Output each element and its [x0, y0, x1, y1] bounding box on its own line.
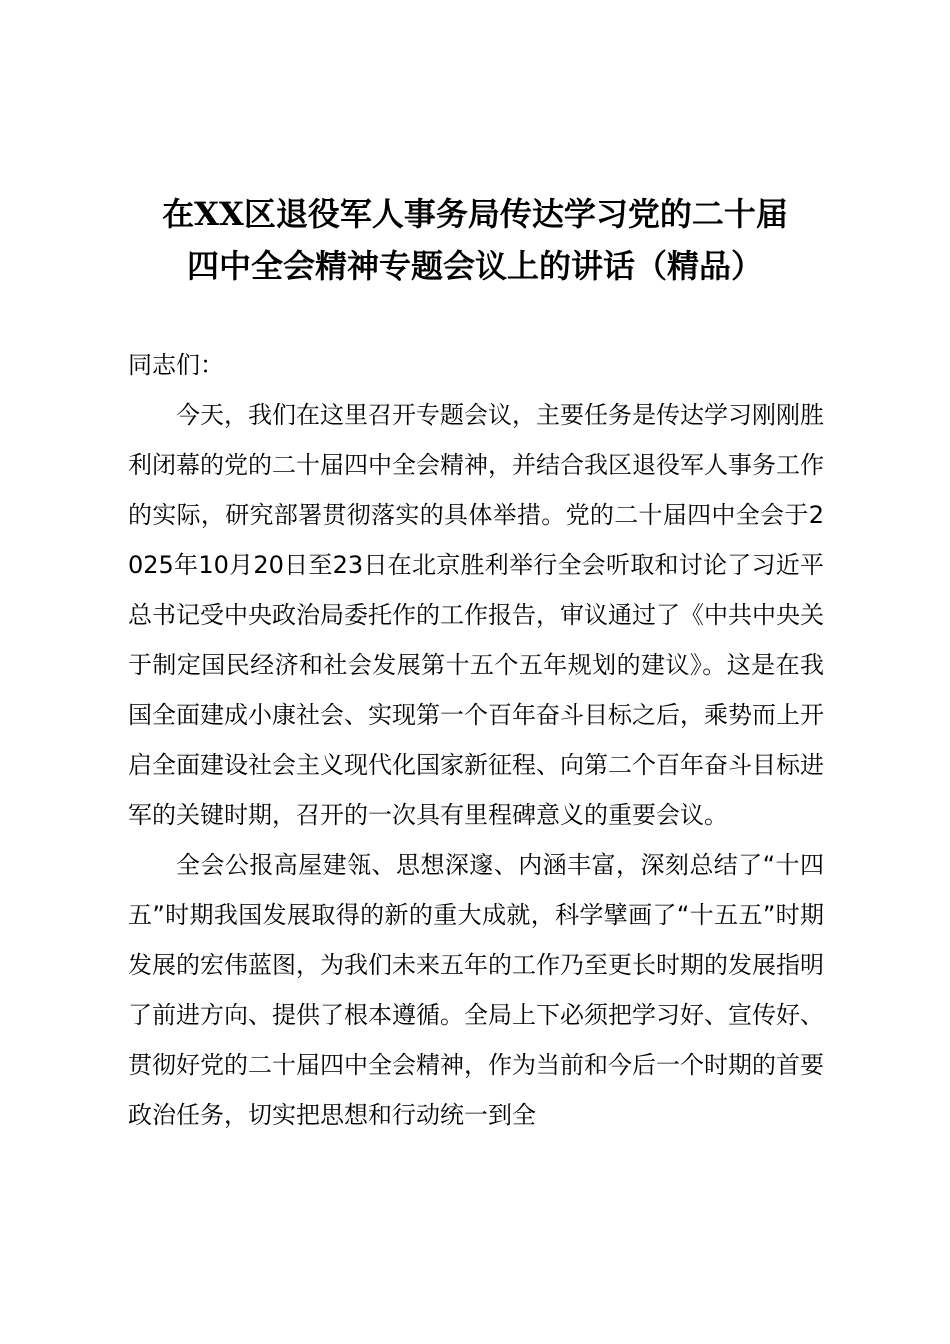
- document-body: [128, 340, 824, 1140]
- paragraph-2: 全会公报高屋建瓴、思想深邃、内涵丰富，深刻总结了“十四五”时期我国发展取得的新的重大成就，科学擘画了“十五五”时期发展的宏伟蓝图，为我们未来五年的工作乃至更长时期的发展指明了前进方向、提供了根本遵循。全局上下必须把学习好、宣传好、贯彻好党的二十届四中全会精神，作为当前和今后一个时期的首要政治任务，切实把思想和行动统一到全: [128, 851, 824, 1129]
- title-line-2: 四中全会精神专题会议上的讲话（精品）: [186, 247, 763, 285]
- salutation: 同志们：: [128, 351, 224, 379]
- title-line-1: 在XX区退役军人事务局传达学习党的二十届: [162, 195, 788, 233]
- document-title: [110, 188, 840, 292]
- paragraph-1: 今天，我们在这里召开专题会议，主要任务是传达学习刚刚胜利闭幕的党的二十届四中全会精神，并结合我区退役军人事务工作的实际，研究部署贯彻落实的具体举措。党的二十届四中全会于2025年10月20日至23日在北京胜利举行全会听取和讨论了习近平总书记受中央政治局委托作的工作报告，审议通过了《中共中央关于制定国民经济和社会发展第十五个五年规划的建议》。这是在我国全面建成小康社会、实现第一个百年奋斗目标之后，乘势而上开启全面建设社会主义现代化国家新征程、向第二个百年奋斗目标进军的关键时期，召开的一次具有里程碑意义的重要会议。: [128, 401, 824, 829]
